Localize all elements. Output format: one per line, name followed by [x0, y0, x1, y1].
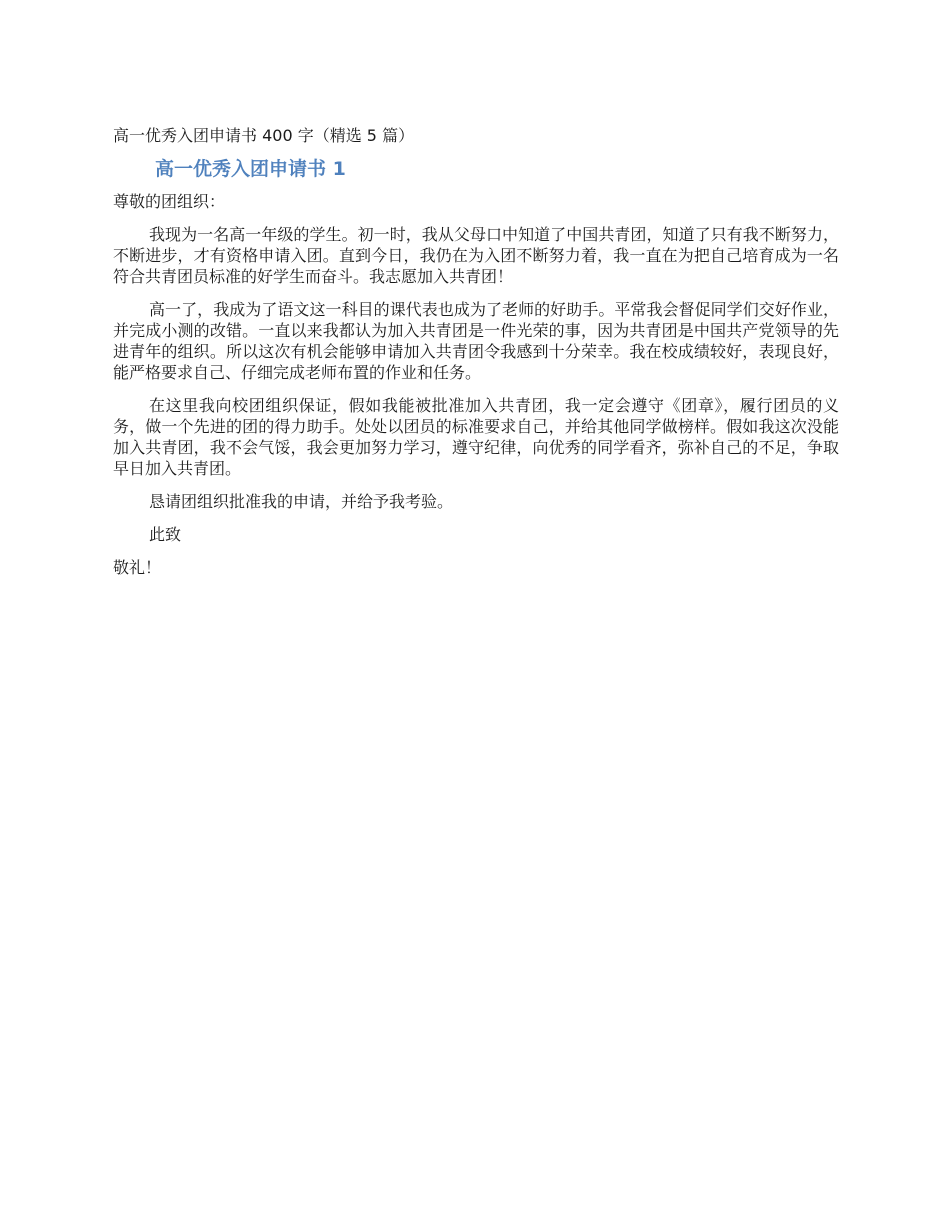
regards-line: 敬礼！ [113, 558, 162, 577]
body-paragraph-3: 在这里我向校团组织保证，假如我能被批准加入共青团，我一定会遵守《团章》，履行团员的义务，做一个先进的团的得力助手。处处以团员的标准要求自己，并给其他同学做榜样。假如我这次没能加入共青团，我不会气馁，我会更加努力学习，遵守纪律，向优秀的同学看齐，弥补自己的不足，争取早日加入共青团。 [113, 396, 839, 478]
closing-line: 此致 [149, 525, 182, 544]
section-heading: 高一优秀入团申请书 1 [155, 158, 346, 180]
body-paragraph-1: 我现为一名高一年级的学生。初一时，我从父母口中知道了中国共青团，知道了只有我不断努力，不断进步，才有资格申请入团。直到今日，我仍在为入团不断努力着，我一直在为把自己培育成为一名符合共青团员标准的好学生而奋斗。我志愿加入共青团！ [113, 225, 839, 286]
document-title: 高一优秀入团申请书 400 字（精选 5 篇） [113, 126, 415, 145]
document-body [113, 124, 839, 578]
body-paragraph-2: 高一了，我成为了语文这一科目的课代表也成为了老师的好助手。平常我会督促同学们交好作业，并完成小测的改错。一直以来我都认为加入共青团是一件光荣的事，因为共青团是中国共产党领导的先进青年的组织。所以这次有机会能够申请加入共青团令我感到十分荣幸。我在校成绩较好，表现良好，能严格要求自己、仔细完成老师布置的作业和任务。 [113, 300, 839, 382]
salutation: 尊敬的团组织： [113, 192, 226, 211]
body-paragraph-4: 恳请团组织批准我的申请，并给予我考验。 [149, 492, 454, 511]
